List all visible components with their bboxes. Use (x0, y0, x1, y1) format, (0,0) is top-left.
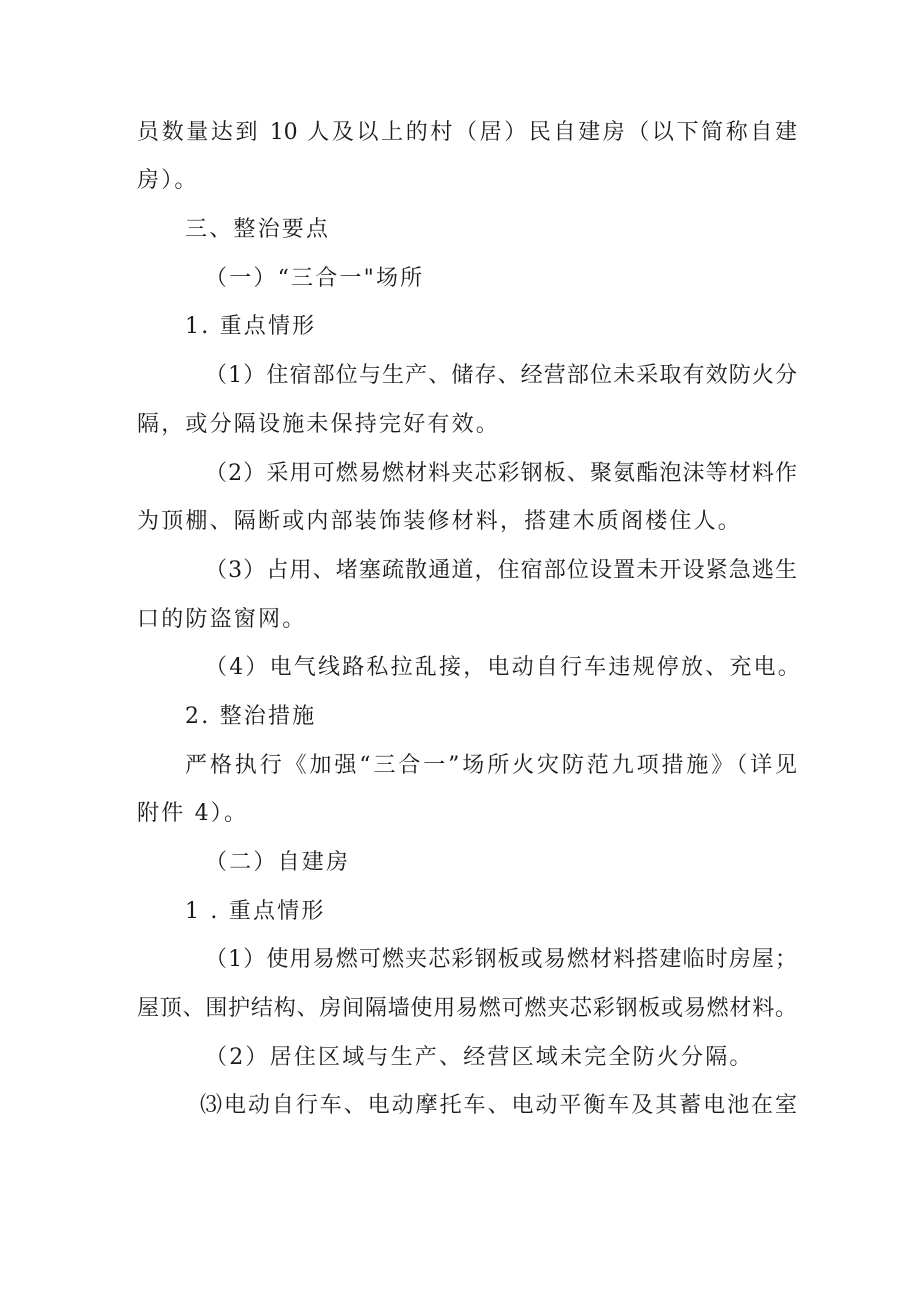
text-line: （1）使用易燃可燃夹芯彩钢板或易燃材料搭建临时房屋； (205, 947, 797, 972)
text-line: 员数量达到 10 人及以上的村（居）民自建房（以下简称自建 (137, 120, 797, 145)
text-line: 严格执行《加强“三合一”场所火灾防范九项措施》（详见 (185, 753, 797, 778)
item-heading: 2. 整治措施 (185, 704, 317, 729)
section-heading: 三、整治要点 (185, 217, 331, 242)
text-line: 房）。 (137, 168, 199, 193)
text-line: 附件 4）。 (137, 801, 249, 826)
text-line: 为顶棚、隔断或内部装饰装修材料，搭建木质阁楼住人。 (137, 509, 743, 534)
subsection-heading: （二）自建房 (205, 850, 351, 875)
text-line: （2）采用可燃易燃材料夹芯彩钢板、聚氨酯泡沫等材料作 (205, 461, 797, 486)
text-line: 屋顶、围护结构、房间隔墙使用易燃可燃夹芯彩钢板或易燃材料。 (137, 996, 797, 1021)
item-heading: 1. 重点情形 (185, 314, 317, 339)
text-line: （4）电气线路私拉乱接，电动自行车违规停放、充电。 (205, 655, 802, 680)
text-line: （3）占用、堵塞疏散通道，住宿部位设置未开设紧急逃生 (205, 558, 797, 583)
item-heading: 1 . 重点情形 (185, 899, 326, 924)
text-line: （1）住宿部位与生产、储存、经营部位未采取有效防火分 (205, 363, 797, 388)
subsection-heading: （一）“三合一"场所 (205, 266, 425, 291)
text-line: 口的防盗窗网。 (137, 607, 307, 632)
text-line: ⑶电动自行车、电动摩托车、电动平衡车及其蓄电池在室 (200, 1093, 797, 1118)
text-line: 隔，或分隔设施未保持完好有效。 (137, 412, 501, 437)
text-line: （2）居住区域与生产、经营区域未完全防火分隔。 (205, 1045, 754, 1070)
